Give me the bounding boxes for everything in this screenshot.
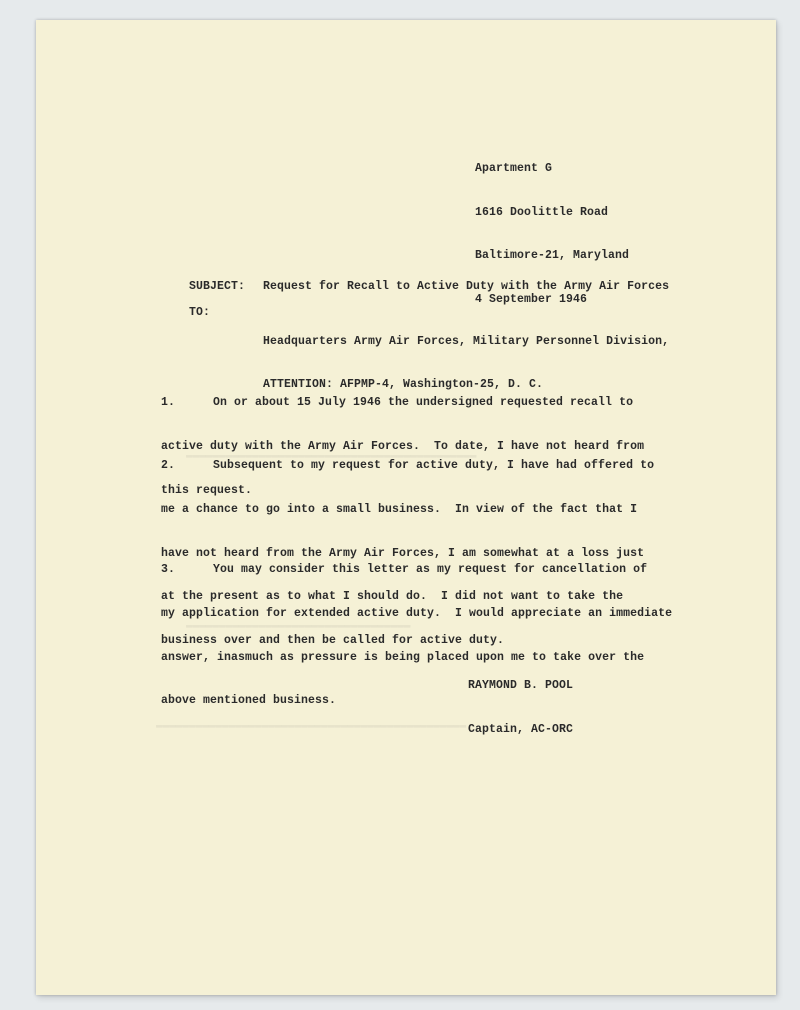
signature-title: Captain, AC-ORC xyxy=(468,723,574,736)
paragraph-line: my application for extended active duty. I would appreciate an immediate xyxy=(161,606,673,620)
reverse-side-bleed: ▬▬▬▬▬▬▬▬▬▬▬▬▬▬▬▬▬▬▬▬▬▬▬▬▬▬▬▬▬▬▬▬▬▬▬▬▬▬▬▬▬▬▬▬▬▬▬ xyxy=(156,720,467,732)
recipient-line: Headquarters Army Air Forces, Military Personnel Division, xyxy=(263,334,670,348)
address-line: Apartment G xyxy=(475,162,553,175)
subject-label: SUBJECT: xyxy=(189,279,246,293)
to-label: TO: xyxy=(189,305,211,319)
paragraph-number: 1. xyxy=(161,396,176,409)
paragraph-line: above mentioned business. xyxy=(161,694,337,708)
paragraph-line: me a chance to go into a small business. In view of the fact that I xyxy=(161,502,638,516)
paragraph-line: at the present as to what I should do. I did not want to take the xyxy=(161,590,624,604)
paragraph-line: Subsequent to my request for active duty, I have had offered to xyxy=(213,459,655,472)
paragraph-line: active duty with the Army Air Forces. To date, I have not heard from xyxy=(161,439,645,453)
subject-text: Request for Recall to Active Duty with the Army Air Forces xyxy=(263,279,670,293)
signature-block xyxy=(468,650,573,767)
paragraph-line: business over and then be called for active duty. xyxy=(161,634,505,648)
paragraph-line: have not heard from the Army Air Forces, I am somewhat at a loss just xyxy=(161,546,645,560)
paragraph-number: 2. xyxy=(161,459,176,472)
paragraph-3 xyxy=(161,534,672,738)
signature-name: RAYMOND B. POOL xyxy=(468,679,574,692)
letter-page xyxy=(36,20,776,995)
paragraph-line: You may consider this letter as my request for cancellation of xyxy=(213,563,648,576)
reverse-side-bleed: ▬▬▬▬▬▬▬▬▬▬▬▬▬▬▬▬▬▬▬▬▬▬▬▬▬▬▬▬▬▬▬▬▬▬▬▬▬▬▬▬▬▬▬▬ xyxy=(186,450,477,462)
address-line: 1616 Doolittle Road xyxy=(475,205,609,219)
recipient-line: ATTENTION: AFPMP-4, Washington-25, D. C. xyxy=(263,378,544,391)
address-line: Baltimore-21, Maryland xyxy=(475,249,630,262)
paragraph-line: answer, inasmuch as pressure is being placed upon me to take over the xyxy=(161,650,645,664)
paragraph-line: this request. xyxy=(161,483,253,497)
reverse-side-bleed: ▬▬▬▬▬▬▬▬▬▬▬▬▬▬▬▬▬▬▬▬▬▬▬▬▬▬▬▬▬▬▬▬▬▬ xyxy=(186,620,411,632)
letter-date: 4 September 1946 xyxy=(475,292,588,306)
paragraph-number: 3. xyxy=(161,563,176,576)
paragraph-line: On or about 15 July 1946 the undersigned requested recall to xyxy=(213,396,634,409)
